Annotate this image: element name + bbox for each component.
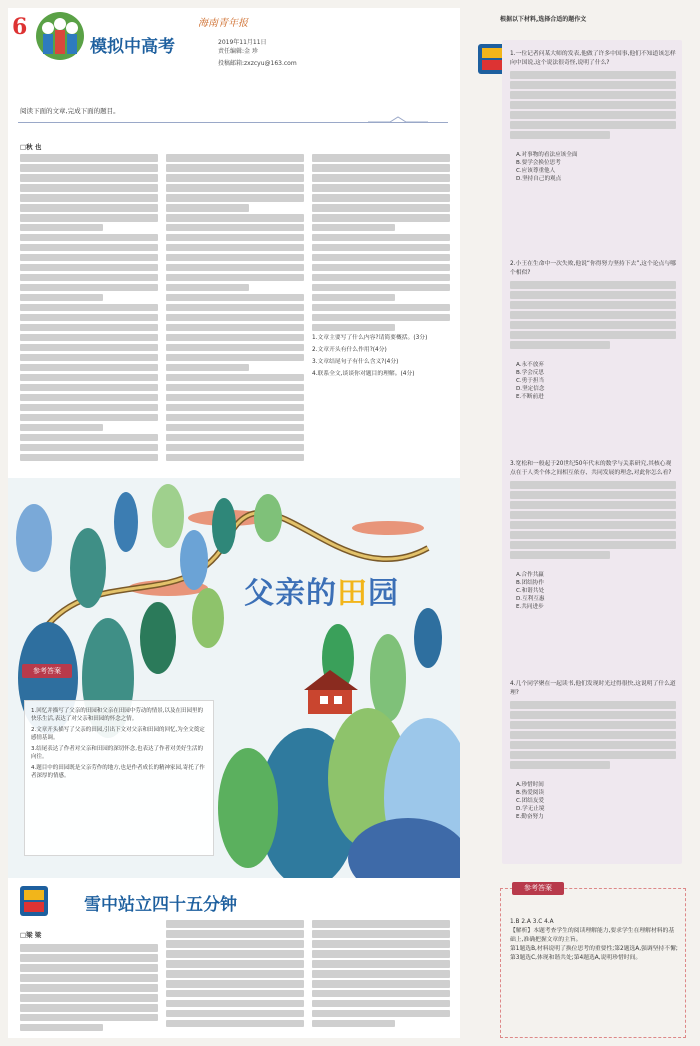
question-text: 2.小王在生命中一次失败,他说“你得努力坚持下去”,这个论点与哪个相似? <box>510 261 676 276</box>
option: C.和谐共处 <box>516 588 545 595</box>
text-column-2 <box>166 154 304 470</box>
answer-line: 1.回忆并描写了父亲的田园和父亲在田园中劳动的情景,以及在田园里的快乐生活,表达了对父亲和田园的怀念之情。 <box>31 708 203 722</box>
section-title: 模拟中高考 <box>90 37 175 57</box>
side-column <box>492 12 692 1038</box>
text-column-3 <box>312 920 450 1030</box>
answer-panel <box>500 888 686 1038</box>
option: E.不断前进 <box>516 394 544 401</box>
question-body-lines <box>510 481 676 571</box>
divider-notch <box>368 116 428 126</box>
question-panel <box>502 40 682 864</box>
article-body <box>20 154 450 470</box>
answer-line: 第1题选B,材料说明了换位思考的重要性;第2题选A,强调坚持不懈;第3题选C,体现和谐共处;第4题选A,说明珍惜时间。 <box>510 946 678 961</box>
question-text: 3.宽松和一般起于20世纪50年代末的数学与关系研究,其核心观点在于人类个体之间相互依存、共同发展的理念,对此你怎么看? <box>510 461 672 476</box>
section-logo <box>18 884 50 918</box>
option: A.珍惜时间 <box>516 782 544 789</box>
option: C.勇于担当 <box>516 378 545 385</box>
students-logo <box>30 8 90 68</box>
text-column-1 <box>20 154 158 470</box>
question-block <box>510 460 676 611</box>
text-column-3 <box>312 154 450 470</box>
page-header <box>8 8 460 88</box>
question-block <box>510 260 676 401</box>
question-block <box>510 680 676 821</box>
option: A.合作共赢 <box>516 572 544 579</box>
option: A.永不放弃 <box>516 362 544 369</box>
question-body-lines <box>510 71 676 151</box>
issue-date: 2019年11月11日 <box>218 39 267 46</box>
question-text: 4.几个同学聚在一起读书,他们发现时光过得很快,这说明了什么道理? <box>510 681 676 696</box>
answer-line: 2.文章开头描写了父亲的田园,引出下文对父亲和田园的回忆,为全文奠定感情基调。 <box>31 727 205 741</box>
option: B.要学会换位思考 <box>516 160 561 167</box>
paper-name: 海南青年报 <box>198 18 248 29</box>
article-author: □秋 也 <box>20 143 42 151</box>
question: 2.文章开头有什么作用?(4分) <box>312 346 387 353</box>
main-column <box>8 8 460 1038</box>
question: 1.文章主要写了什么内容?请简要概括。(3分) <box>312 334 428 341</box>
question-block <box>510 50 676 183</box>
option: C.应该尊重他人 <box>516 168 556 175</box>
option: D.坚持自己的观点 <box>516 176 562 183</box>
answer-line: 4.题目中的田园既是父亲劳作的地方,也是作者成长的精神家园,寄托了作者深厚的情感。 <box>31 765 205 779</box>
illustration-title: 父亲的田园 <box>244 576 399 611</box>
editor: 责任编辑:金 珍 <box>218 48 258 55</box>
answer-line: 3.结尾表达了作者对父亲和田园的深切怀念,也表达了作者对美好生活的向往。 <box>31 746 203 760</box>
question: 3.文章结尾句子有什么含义?(4分) <box>312 358 399 365</box>
option: A.对事物的看法应该全面 <box>516 152 578 159</box>
answer-line: 【解析】本题考查学生的阅读理解能力,要求学生在理解材料的基础上,准确把握文章的主旨。 <box>510 928 675 943</box>
option: D.学无止境 <box>516 806 545 813</box>
article-title: 雪中站立四十五分钟 <box>84 895 237 915</box>
dateline <box>218 38 267 56</box>
question-body-lines <box>510 281 676 361</box>
option: E.勤奋努力 <box>516 814 544 821</box>
option: D.坚定信念 <box>516 386 545 393</box>
option: C.团结友爱 <box>516 798 545 805</box>
answer-line: 1.B 2.A 3.C 4.A <box>510 919 554 925</box>
answer-tag: 参考答案 <box>22 664 72 678</box>
option: D.互利互惠 <box>516 596 545 603</box>
text-column-2 <box>166 920 304 1030</box>
text-column-1 <box>20 944 158 1034</box>
question-text: 1.一位记者问某大师的发表,他做了许多中国事,他们不知道该怎样向中国说,这个说法很奇怪,说明了什么? <box>510 51 676 66</box>
page-number: 6 <box>12 14 28 40</box>
option: B.团结协作 <box>516 580 544 587</box>
side-header: 根据以下材料,选择合适的题作文 <box>500 16 587 23</box>
option: B.热爱阅读 <box>516 790 544 797</box>
instruction: 阅读下面的文章,完成下面的题目。 <box>20 107 120 115</box>
question-body-lines <box>510 701 676 781</box>
option: B.学会反思 <box>516 370 544 377</box>
answer-box <box>24 700 214 856</box>
submission-email: 投稿邮箱:zxzcyu@163.com <box>218 60 297 67</box>
answer-text <box>510 918 678 963</box>
answer-tag: 参考答案 <box>512 882 564 895</box>
option: E.共同进步 <box>516 604 544 611</box>
second-article <box>8 880 460 1038</box>
article-author: □梁 梁 <box>20 931 42 939</box>
question: 4.联系全文,谈谈你对题目的理解。(4分) <box>312 370 415 377</box>
